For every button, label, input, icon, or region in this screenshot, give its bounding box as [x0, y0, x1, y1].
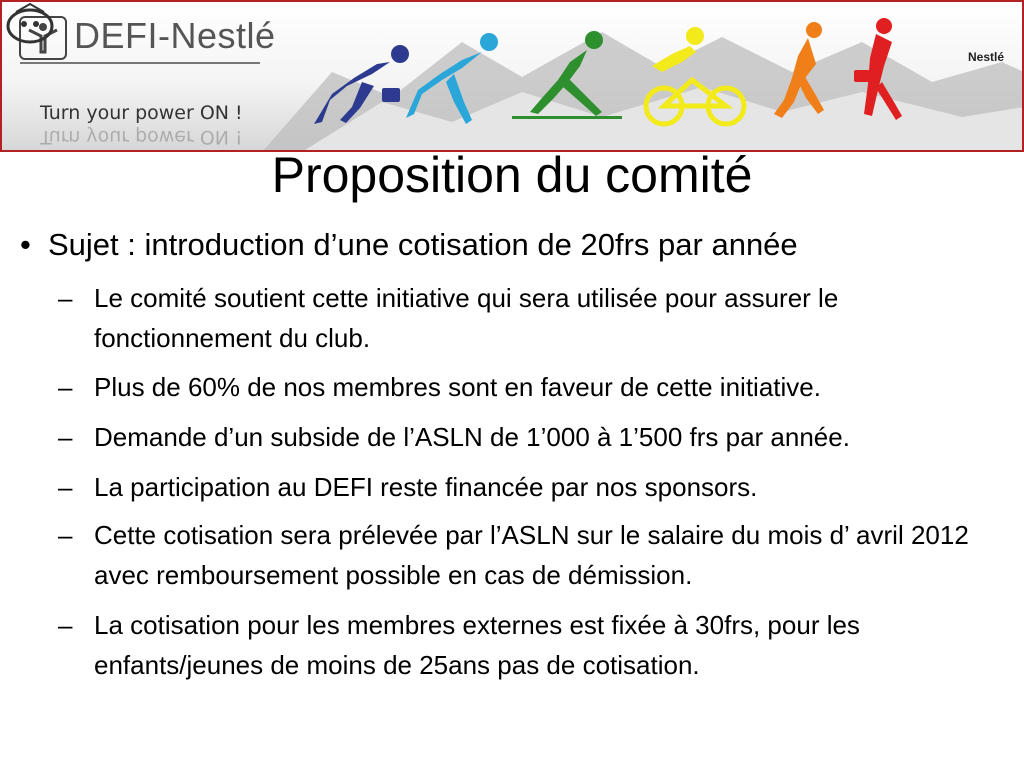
sub-bullet [58, 605, 1018, 685]
brand-underline [20, 62, 260, 64]
nestle-wordmark: Nestlé [967, 50, 1005, 64]
brand-name: DEFI-Nestlé [74, 15, 276, 56]
dash-marker: – [58, 283, 73, 313]
dash-marker: – [58, 422, 73, 452]
bullet-marker: • [20, 227, 31, 262]
main-bullet-text: Sujet : introduction d’une cotisation de 20frs par année [48, 227, 798, 262]
slide-title: Proposition du comité [271, 147, 753, 203]
sub-bullet-text: Demande d’un subside de l’ASLN de 1’000 à 1’500 frs par année. [94, 422, 850, 452]
header-banner [0, 0, 1024, 152]
sub-bullet [58, 515, 1018, 595]
sub-bullet [58, 467, 1018, 507]
dash-marker: – [58, 610, 73, 640]
sub-bullet-text: Le comité soutient cette initiative qui sera utilisée pour assurer le fonctionnement du club. [94, 283, 839, 353]
dash-marker: – [58, 472, 73, 502]
sub-bullet [58, 417, 1018, 457]
sub-bullet-text: La cotisation pour les membres externes est fixée à 30frs, pour les enfants/jeunes de moins de 25ans pas de cotisation. [94, 610, 860, 680]
sub-bullet-text: Cette cotisation sera prélevée par l’ASLN sur le salaire du mois d’ avril 2012 avec remboursement possible en cas de démission. [94, 520, 969, 590]
sub-bullet [58, 367, 1018, 407]
tagline-reflection: Turn your power ON ! [40, 126, 243, 148]
sub-bullet-text: Plus de 60% de nos membres sont en faveur de cette initiative. [94, 372, 821, 402]
sub-bullet-text: La participation au DEFI reste financée par nos sponsors. [94, 472, 758, 502]
sub-bullet [58, 278, 1018, 358]
tagline: Turn your power ON ! [40, 102, 243, 124]
nestle-nest-logo-icon [2, 2, 58, 56]
dash-marker: – [58, 372, 73, 402]
dash-marker: – [58, 520, 73, 550]
